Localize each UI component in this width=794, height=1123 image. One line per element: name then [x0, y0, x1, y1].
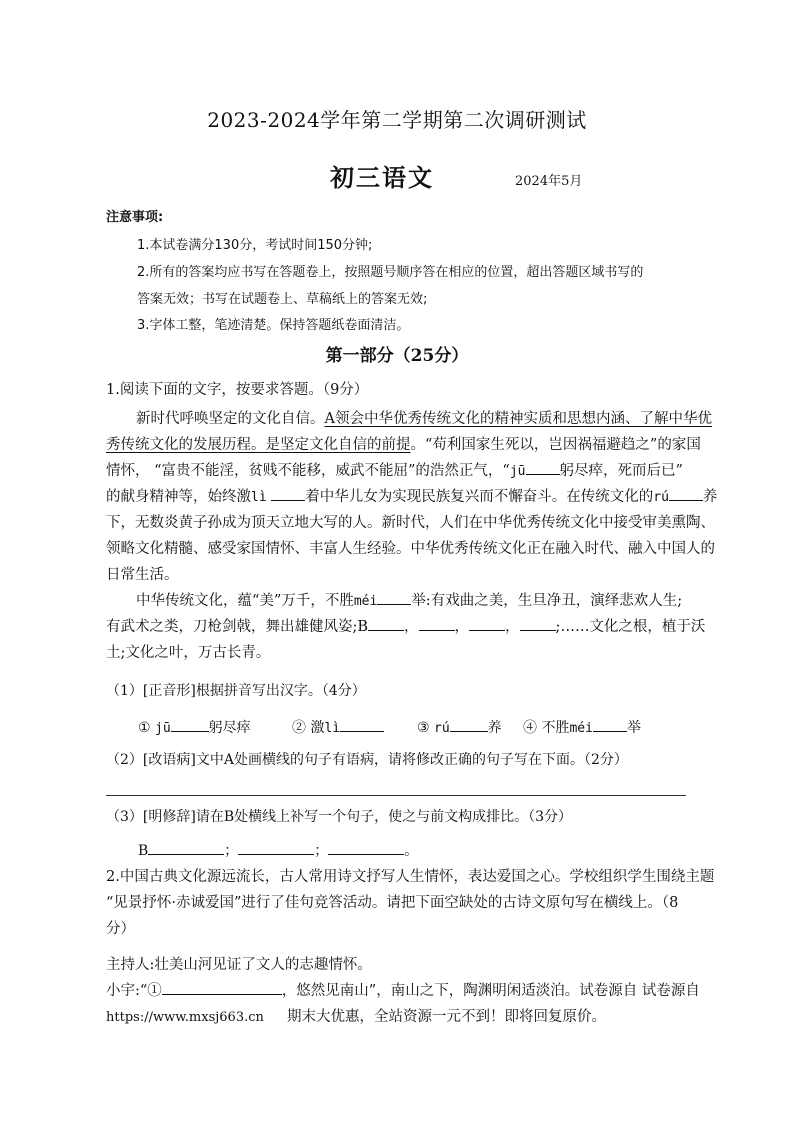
subject-title: 初三语文	[330, 163, 434, 192]
q1-sub2-stem: （2）[改语病]文中A处画横线的句子有语病，请将修改正确的句子写在下面。（2分）	[106, 752, 628, 768]
q1-p1-line1	[136, 407, 712, 428]
comma: ，	[505, 619, 520, 635]
q1-p2-text: 举:有戏曲之美，生旦净丑，演绎悲欢人生;	[411, 593, 683, 609]
q2-host-line: 主持人:壮美山河见证了文人的志趣情怀。	[106, 957, 372, 973]
blank-b-2[interactable]	[419, 616, 455, 631]
promo-text: 期末大优惠，全站资源一元不到！即将回复原价。	[286, 1009, 606, 1025]
q2-xiaoyu-line	[106, 979, 700, 1000]
blank-b-3[interactable]	[469, 616, 505, 631]
q1-p1-text: 躬尽瘁，死而后已”	[559, 463, 683, 479]
q1-p2-line2	[106, 615, 705, 636]
pinyin-li: lì	[324, 721, 341, 736]
exam-date: 2024年5月	[515, 174, 583, 189]
pinyin-li: lì	[251, 490, 267, 505]
q1-p1-text: 情怀， “富贵不能淫，贫贱不能移，威武不能屈”的浩然正气，“	[106, 463, 510, 479]
answer-blank-b-3[interactable]	[328, 840, 404, 855]
notice-item-1: 1.本试卷满分130分，考试时间150分钟;	[137, 238, 373, 253]
pinyin-ru: rú	[434, 721, 450, 736]
q1-sub1-option-1	[138, 717, 251, 737]
q1-sub1-option-3	[417, 717, 502, 737]
blank-mei[interactable]	[377, 590, 411, 605]
q1-p1-text: 新时代呼唤坚定的文化自信。	[136, 411, 325, 427]
q1-p1-text: 。“苟利国家生死以，岂因祸福避趋之”的家国	[410, 437, 701, 453]
q1-sentence-a: A领会中华优秀传统文化的精神实质和思想内涵、了解中华优	[324, 411, 712, 427]
label-b: B	[138, 843, 149, 859]
q1-p1-line6: 领略文化精髓、感受家国情怀、丰富人生经验。中华优秀传统文化正在融入时代、融入中国人的	[106, 541, 715, 557]
footer-promo-line	[106, 1005, 606, 1026]
answer-blank-ru[interactable]	[450, 717, 488, 732]
pinyin-ju: jū	[509, 464, 526, 479]
q1-p1-text: 养	[702, 489, 718, 505]
option-number: ③	[417, 720, 430, 736]
q1-sentence-a-cont: 秀传统文化的发展历程。是坚定文化自信的前提	[106, 437, 411, 453]
option-text: 养	[487, 720, 502, 736]
q1-stem: 1.阅读下面的文字，按要求答题。（9分）	[106, 382, 369, 398]
blank-ju[interactable]	[526, 460, 560, 475]
q1-p1-line5: 下，无数炎黄子孙成为顶天立地大写的人。新时代，人们在中华优秀传统文化中接受审美熏陶、	[106, 515, 715, 531]
blank-ru[interactable]	[669, 486, 703, 501]
pinyin-mei: méi	[353, 594, 378, 609]
q1-sub3-stem: （3）[明修辞]请在B处横线上补写一个句子，使之与前文构成排比。（3分）	[106, 809, 573, 825]
q1-sub1-option-4	[523, 717, 641, 737]
q2-stem-line2: “见景抒怀·赤诚爱国”进行了佳句竞答活动。请把下面空缺处的古诗文原句写在横线上。（8	[106, 895, 679, 911]
notice-item-2: 2.所有的答案均应书写在答题卷上，按照题号顺序答在相应的位置，超出答题区域书写的	[137, 265, 644, 280]
q2-text: ，悠然见南山”，南山之下，陶渊明闲适淡泊。试卷源自 试卷源自	[281, 983, 700, 999]
blank-b-4[interactable]	[520, 616, 556, 631]
notice-item-2-cont: 答案无效；书写在试题卷上、草稿纸上的答案无效;	[137, 292, 428, 307]
q1-p1-line4	[106, 485, 717, 506]
q1-p2-line1	[136, 589, 682, 610]
q1-p1-text: 的献身精神等，始终激	[106, 489, 251, 505]
pinyin-ru: rú	[653, 490, 669, 505]
q1-p2-line3: 土;文化之叶，万古长青。	[106, 645, 271, 661]
blank-li[interactable]	[271, 486, 305, 501]
q1-p1-line3	[106, 459, 683, 480]
exam-title: 2023-2024学年第二学期第二次调研测试	[207, 108, 587, 132]
semicolon: ;	[555, 619, 561, 635]
q1-p2-text: 有武术之类，刀枪剑戟，舞出雄健风姿;B	[106, 619, 369, 635]
q1-p1-line7: 日常生活。	[106, 567, 179, 583]
notice-heading: 注意事项:	[106, 210, 164, 225]
semicolon: ；	[314, 843, 329, 859]
poem-blank-1[interactable]	[162, 980, 282, 995]
pinyin-ju: jū	[155, 721, 171, 736]
q1-sub3-answer	[138, 840, 418, 860]
semicolon: ；	[224, 843, 239, 859]
option-text: 躬尽瘁	[208, 720, 251, 736]
answer-blank-b-2[interactable]	[238, 840, 314, 855]
sub2-answer-line[interactable]	[106, 795, 686, 796]
q1-p1-line2	[106, 433, 701, 454]
answer-blank-ju[interactable]	[171, 717, 209, 732]
speaker-xiaoyu: 小宇:“①	[106, 983, 162, 999]
q2-stem-line3: 分）	[106, 921, 135, 937]
blank-b-1[interactable]	[368, 616, 404, 631]
option-text: ② 激	[292, 720, 325, 736]
comma: ，	[454, 619, 470, 635]
comma: ，	[404, 619, 419, 635]
answer-blank-b-1[interactable]	[148, 840, 224, 855]
option-text: 举	[626, 720, 641, 736]
source-url[interactable]: https://www.mxsj663.cn	[106, 1010, 264, 1025]
q1-p2-text: ……文化之根，植于沃	[560, 619, 706, 635]
answer-blank-mei[interactable]	[593, 717, 627, 732]
period: 。	[404, 843, 419, 859]
answer-blank-li[interactable]	[340, 717, 384, 732]
option-number: ①	[138, 720, 151, 736]
pinyin-mei: méi	[569, 721, 593, 736]
q1-p1-text: 着中华儿女为实现民族复兴而不懈奋斗。在传统文化的	[305, 489, 654, 505]
q1-p2-text: 中华传统文化，蕴“美”万千，不胜	[136, 593, 354, 609]
q1-sub1-stem: （1）[正音形]根据拼音写出汉字。（4分）	[106, 683, 366, 699]
q2-stem-line1: 2.中国古典文化源远流长，古人常用诗文抒写人生情怀，表达爱国之心。学校组织学生围绕主题	[106, 869, 715, 885]
q1-sub1-option-2	[292, 717, 384, 737]
part-one-heading: 第一部分（25分）	[325, 346, 469, 366]
option-text: ④ 不胜	[523, 720, 570, 736]
notice-item-3: 3.字体工整，笔迹清楚。保持答题纸卷面清洁。	[137, 318, 410, 333]
